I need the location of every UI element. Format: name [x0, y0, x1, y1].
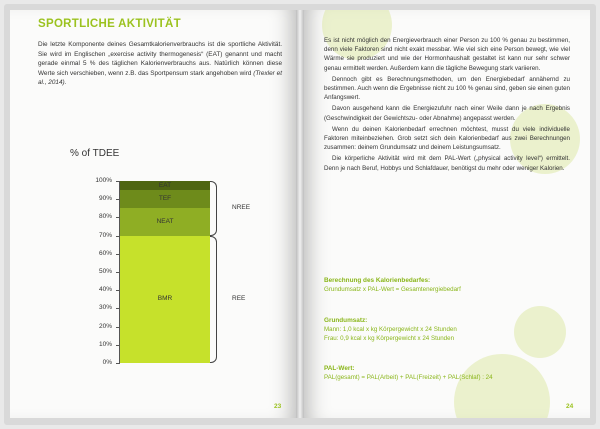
- y-tick-label: 70%: [98, 231, 112, 239]
- y-tick-label: 60%: [98, 249, 112, 257]
- group-label: REE: [232, 295, 246, 303]
- segment-label: NEAT: [156, 217, 174, 225]
- bmr-men: Mann: 1,0 kcal x kg Körpergewicht x 24 Stunden: [324, 326, 457, 334]
- y-tick-label: 90%: [98, 195, 112, 203]
- segment-label: EAT: [158, 181, 172, 189]
- y-tick-label: 100%: [95, 177, 112, 184]
- y-tick-label: 20%: [98, 322, 112, 330]
- page-number: 24: [566, 403, 574, 410]
- intro-paragraph: [38, 40, 282, 88]
- body-text: [324, 36, 570, 175]
- left-page: [10, 10, 296, 418]
- y-tick-label: 50%: [98, 268, 112, 275]
- y-tick-label: 40%: [98, 286, 112, 294]
- y-tick-label: 30%: [98, 304, 112, 312]
- book-spine: [296, 10, 304, 418]
- bmr-women: Frau: 0,9 kcal x kg Körpergewicht x 24 Stunden: [324, 335, 455, 343]
- pal-heading: PAL-Wert:: [324, 365, 355, 372]
- calc-heading: Berechnung des Kalorienbedarfes:: [324, 277, 431, 284]
- page-title: SPORTLICHE AKTIVITÄT: [38, 18, 181, 30]
- pal-formula: PAL(gesamt) = PAL(Arbeit) + PAL(Freizeit) + PAL(Schlaf) : 24: [324, 374, 493, 382]
- chart-title: % of TDEE: [70, 148, 120, 159]
- paragraph: Es ist nicht möglich den Energieverbrauch einer Person zu 100 % genau zu bestimmen, denn viele Faktoren sind nicht exakt messbar. Wie viel sich eine Person bewegt, wie viel Wärme sie produziert und wie der Hormonhaushalt gestaltet ist kann nur sehr schwer genau ermittelt werden. Außerdem kann die tägliche Bewegung stark variieren.: [324, 37, 570, 72]
- paragraph: Wenn du deinen Kalorienbedarf errechnen möchtest, musst du viele individuelle Faktoren miteinbeziehen. Grob setzt sich dein Kalorienbedarf aus zwei Berechnungen zusammen: deinem Grundumsatz und deinem Leistungsumsatz.: [324, 125, 570, 152]
- pal-section: [324, 364, 574, 382]
- y-tick-label: 80%: [98, 213, 112, 221]
- intro-body: Die letzte Komponente deines Gesamtkalorienverbrauchs ist die sportliche Aktivität. Sie wird im Englischen „exercise activity thermogenesis“ (EAT) genannt und macht gerade einmal 5 % des täglichen Kalorienverbrauchs aus. Natürlich können diese Werte sich verschieben, wenn z.B. das Sportpensum stark angehoben wird: [38, 41, 282, 77]
- y-tick-mark: [116, 363, 120, 364]
- book-spread: [4, 4, 596, 425]
- calc-formula: Grundumsatz x PAL-Wert = Gesamtenergiebedarf: [324, 286, 461, 294]
- y-tick-label: 0%: [102, 359, 112, 366]
- group-brace: [210, 181, 217, 236]
- paragraph: Davon ausgehend kann die Energiezufuhr nach einer Weile dann je nach Ergebnis (Geschwindigkeit der Gewichtszu- oder Abnahme) angepasst werden.: [324, 105, 570, 122]
- segment-label: BMR: [157, 295, 173, 303]
- y-tick-label: 10%: [98, 340, 112, 348]
- citation: (Trexler et al., 2014).: [38, 69, 282, 87]
- bmr-section: [324, 316, 574, 344]
- calc-section: [324, 276, 574, 294]
- group-label: NREE: [232, 204, 251, 212]
- page-number: 23: [274, 403, 282, 410]
- group-brace: [210, 236, 217, 363]
- bmr-heading: Grundumsatz:: [324, 317, 368, 324]
- paragraph: Die körperliche Aktivität wird mit dem PAL-Wert („physical activity level“) ermittelt. Denn je nach Beruf, Hobbys und Schlafdauer, benötigst du mehr oder weniger Kalorien.: [324, 155, 570, 172]
- paragraph: Dennoch gibt es Berechnungsmethoden, um den Energiebedarf annähernd zu bestimmen. Auch wenn die Ergebnisse nicht zu 100 % genau sind, geben sie einen guten Anfangswert.: [324, 75, 570, 102]
- segment-label: TEF: [158, 195, 172, 203]
- right-page: [304, 10, 590, 418]
